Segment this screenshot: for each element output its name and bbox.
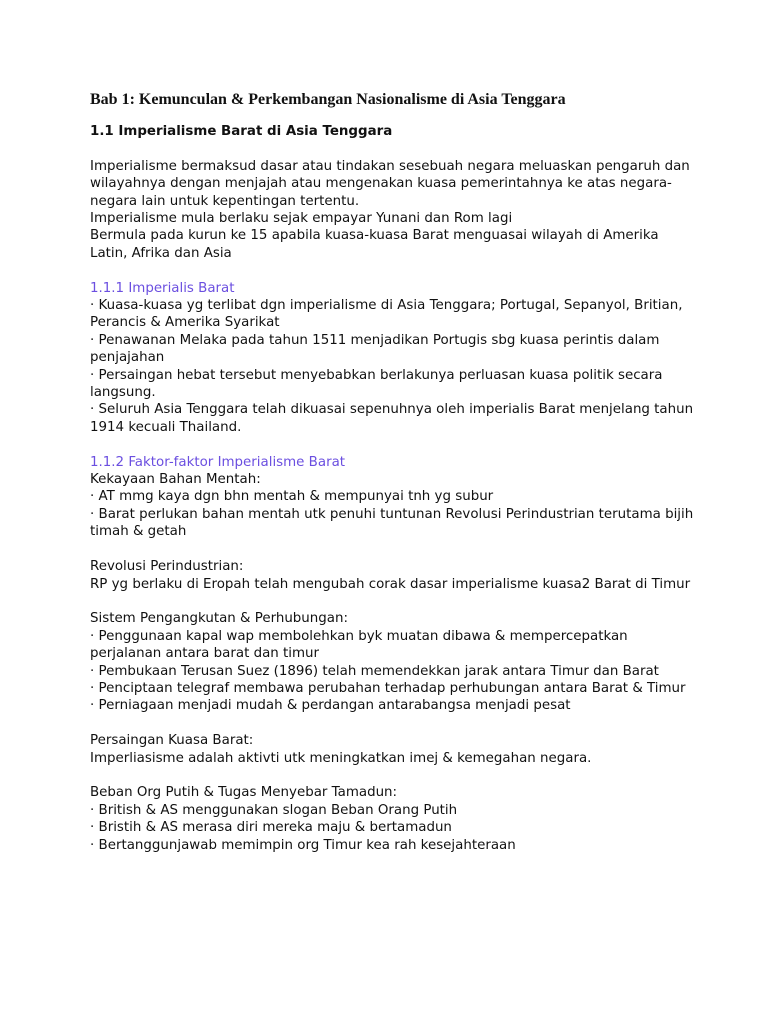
- group-title: Sistem Pengangkutan & Perhubungan:: [90, 611, 348, 627]
- list-item: · Barat perlukan bahan mentah utk penuhi tuntunan Revolusi Perindustrian terutama bijih timah & getah: [90, 506, 694, 540]
- list-item: · Perniagaan menjadi mudah & perdangan antarabangsa menjadi pesat: [90, 698, 571, 714]
- list-item: · Penciptaan telegraf membawa perubahan terhadap perhubungan antara Barat & Timur: [90, 680, 686, 696]
- subsection-heading-1-1-1: 1.1.1 Imperialis Barat: [90, 280, 235, 296]
- document-title: Bab 1: Kemunculan & Perkembangan Nasionalisme di Asia Tenggara: [90, 91, 566, 108]
- list-item: · Persaingan hebat tersebut menyebabkan berlakunya perluasan kuasa politik secara langsung.: [90, 367, 663, 401]
- list-item: · Penggunaan kapal wap membolehkan byk muatan dibawa & mempercepatkan perjalanan antara barat dan timur: [90, 628, 628, 662]
- list-item: · Bertanggunjawab memimpin org Timur kea rah kesejahteraan: [90, 837, 516, 853]
- faktor-beban-block: [90, 784, 700, 854]
- list-item: · Penawanan Melaka pada tahun 1511 menjadikan Portugis sbg kuasa perintis dalam penjajahan: [90, 332, 660, 366]
- intro-block: [90, 158, 700, 262]
- section-heading-1-1: 1.1 Imperialisme Barat di Asia Tenggara: [90, 124, 393, 139]
- group-title: Kekayaan Bahan Mentah:: [90, 472, 261, 488]
- intro-paragraph: Imperialisme bermaksud dasar atau tindakan sesebuah negara meluaskan pengaruh dan wilayahnya dengan menjajah atau mengenakan kuasa pemerintahnya ke atas negara-negara lain untuk kepentingan tertentu.: [90, 158, 690, 209]
- document-page: [90, 90, 700, 871]
- list-item: · Kuasa-kuasa yg terlibat dgn imperialisme di Asia Tenggara; Portugal, Sepanyol, Britian, Perancis & Amerika Syarikat: [90, 298, 683, 331]
- faktor-persaingan-block: [90, 732, 700, 767]
- imperialis-barat-block: [90, 280, 700, 437]
- list-item: RP yg berlaku di Eropah telah mengubah corak dasar imperialisme kuasa2 Barat di Timur: [90, 576, 691, 592]
- list-item: Imperliasisme adalah aktivti utk meningkatkan imej & kemegahan negara.: [90, 750, 592, 766]
- group-title: Beban Org Putih & Tugas Menyebar Tamadun:: [90, 785, 398, 801]
- list-item: · British & AS menggunakan slogan Beban Orang Putih: [90, 802, 458, 818]
- group-title: Persaingan Kuasa Barat:: [90, 733, 254, 749]
- subsection-heading-1-1-2: 1.1.2 Faktor-faktor Imperialisme Barat: [90, 454, 346, 470]
- faktor-pengangkutan-block: [90, 610, 700, 714]
- list-item: · Bristih & AS merasa diri mereka maju & bertamadun: [90, 820, 452, 836]
- faktor-kekayaan-block: [90, 454, 700, 541]
- list-item: · AT mmg kaya dgn bhn mentah & mempunyai tnh yg subur: [90, 489, 494, 505]
- list-item: · Pembukaan Terusan Suez (1896) telah memendekkan jarak antara Timur dan Barat: [90, 663, 659, 679]
- list-item: · Seluruh Asia Tenggara telah dikuasai sepenuhnya oleh imperialis Barat menjelang tahun 1914 kecuali Thailand.: [90, 402, 694, 435]
- intro-paragraph: Bermula pada kurun ke 15 apabila kuasa-kuasa Barat menguasai wilayah di Amerika Latin, Afrika dan Asia: [90, 228, 659, 261]
- faktor-revolusi-block: [90, 558, 700, 593]
- intro-paragraph: Imperialisme mula berlaku sejak empayar Yunani dan Rom lagi: [90, 211, 513, 227]
- group-title: Revolusi Perindustrian:: [90, 559, 244, 575]
